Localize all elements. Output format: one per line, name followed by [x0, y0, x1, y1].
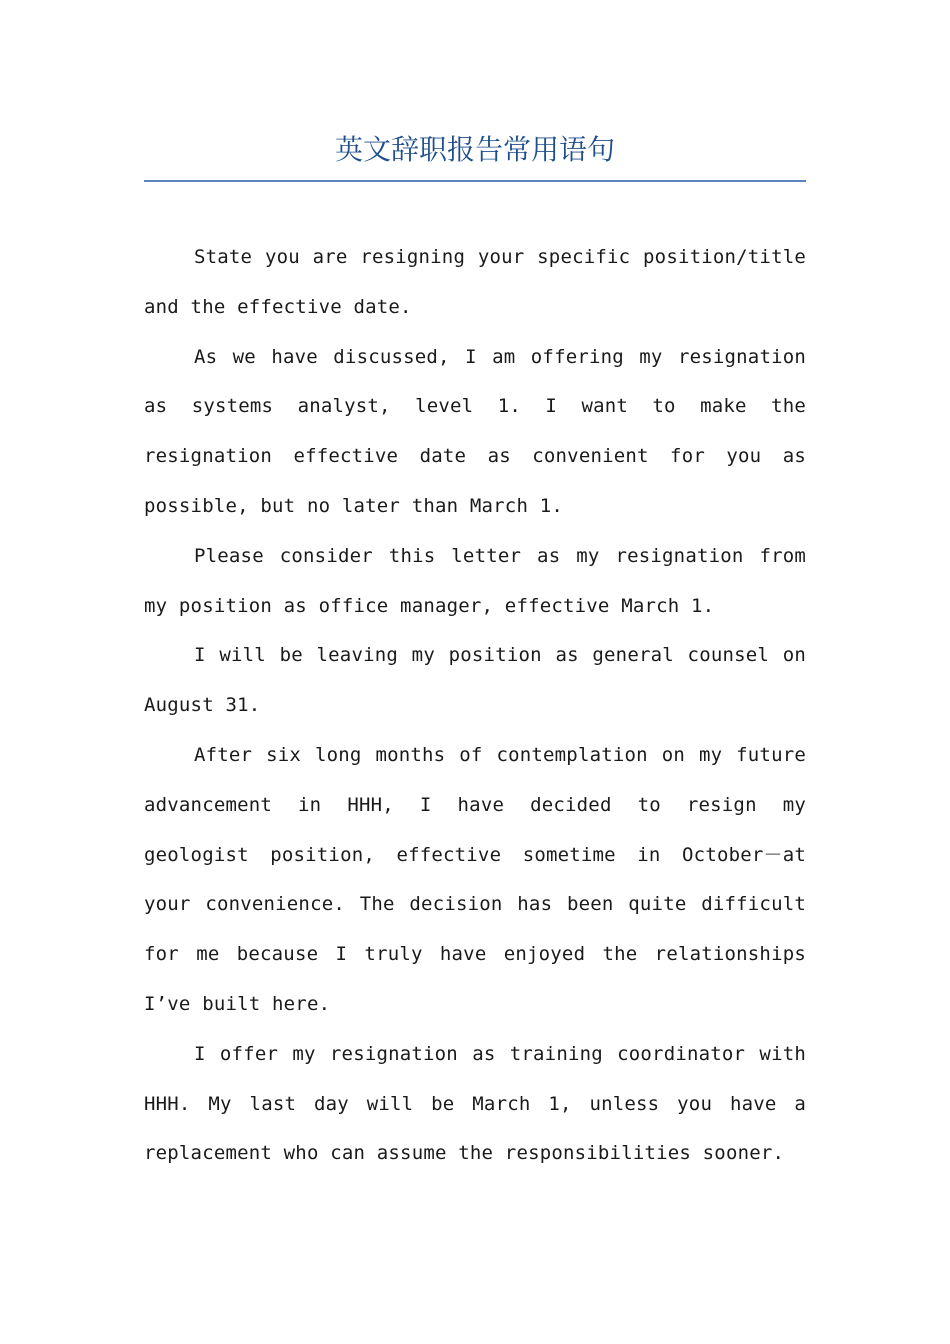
- paragraph-training-coordinator: I offer my resignation as training coordinator with HHH. My last day will be March 1, unless you have a replacement who can assume the responsibilities sooner.: [144, 1042, 806, 1165]
- paragraph-office-manager: Please consider this letter as my resignation from my position as office manager, effective March 1.: [144, 544, 806, 617]
- paragraph-systems-analyst: As we have discussed, I am offering my resignation as systems analyst, level 1. I want to make the resignation effective date as convenient for you as possible, but no later than March 1.: [144, 345, 806, 517]
- title-divider: [144, 180, 806, 182]
- paragraph-intro: State you are resigning your specific position/title and the effective date.: [144, 246, 806, 318]
- document-title: 英文辞职报告常用语句: [334, 133, 615, 166]
- paragraph-general-counsel: I will be leaving my position as general counsel on August 31.: [144, 644, 806, 717]
- document-body: [144, 233, 806, 1179]
- paragraph-geologist: After six long months of contemplation on my future advancement in HHH, I have decided to resign my geologist position, effective sometime in October－at your convenience. The decision has been quite difficult for me because I truly have enjoyed the relationships I’ve built here.: [144, 743, 806, 1015]
